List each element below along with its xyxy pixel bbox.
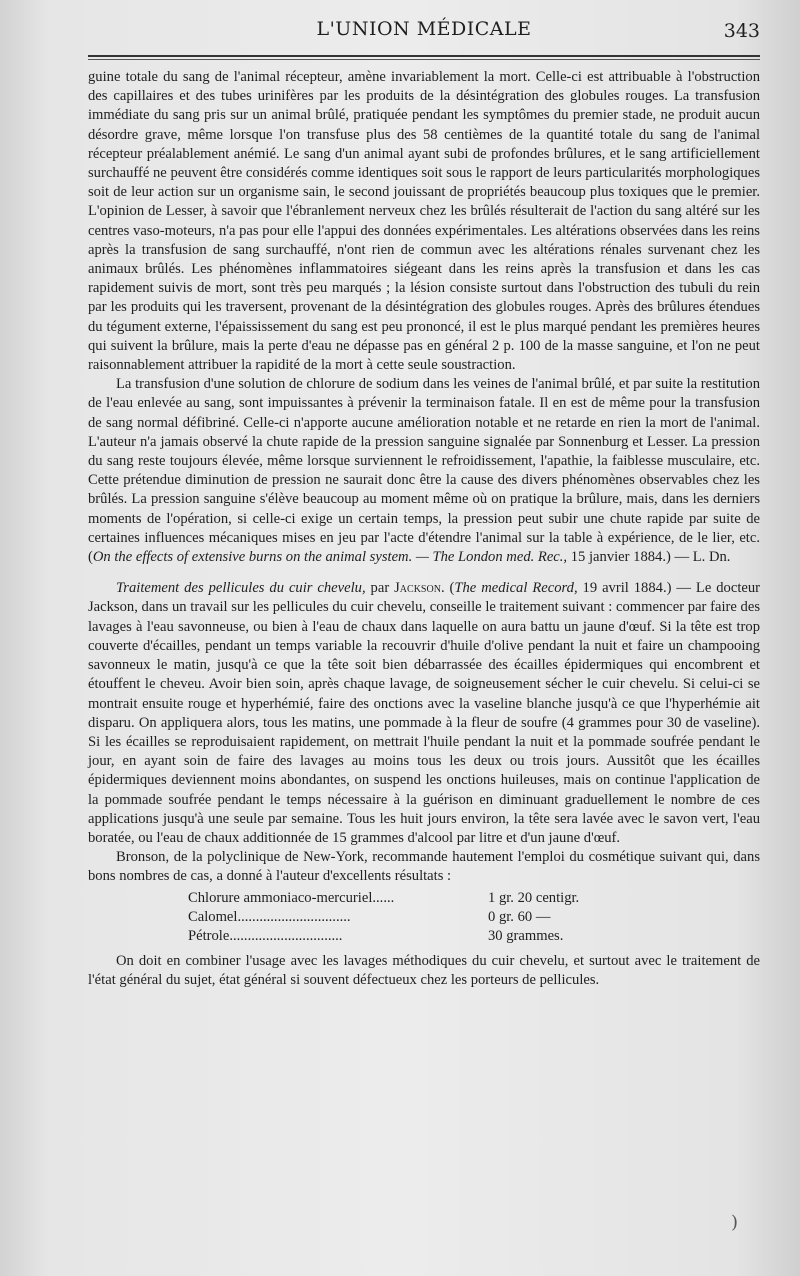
paragraph-dandruff-treatment (88, 579, 760, 848)
formula-row (188, 889, 648, 908)
ingredient-quantity: 0 gr. 60 — (488, 908, 551, 925)
header-rule-thin (88, 59, 760, 60)
ingredient-quantity: 1 gr. 20 centigr. (488, 889, 580, 906)
author-name: Jackson (394, 580, 441, 597)
formula-row (188, 908, 648, 927)
paragraph-transfusion (88, 375, 760, 567)
header-rule (88, 55, 760, 57)
paragraph-text: — Le docteur Jackson, dans un travail sur les pellicules du cuir chevelu, conseille le traitement suivant : commencer par faire des lavages à l'eau savonneuse, ou bien à l'eau de chaux dans laquelle on aura battu un jaune d'œuf. Si la tête est trop couverte d'écailles, pendant un temps variable la recouvrir d'huile d'olive pendant la nuit et faire un champooing savonneux le matin, jusqu'à ce que la tête soit bien débarrassée des écailles épidermiques qui encombrent et étouffent le cheveu. Avoir bien soin, après chaque lavage, de soigneusement sécher le cuir chevelu. Si celui-ci se montrait ensuite rouge et hyperhémié, faire des onctions avec la vaseline blanche jusqu'à ce que l'hyperhémie ait disparu. On appliquera alors, tous les matins, une pommade à la fleur de soufre (4 grammes pour 30 de vaseline). Si les écailles se reproduisaient rapidement, on mettrait l'huile pendant la nuit et la pommade soufrée pendant le jour, en ayant soin de faire des lavages au moins tous les deux ou trois jours. Aussitôt que les écailles épidermiques deviennent moins abondantes, on suspend les onctions huileuses, mais on continue l'application de la pommade soufrée pendant le temps nécessaire à la guérison en diminuant graduellement le nombre de ces applications jusqu'à une seule par semaine. Tous les huit jours environ, la tête sera lavée avec le savon vert, l'eau boratée, ou l'eau de chaux additionnée de 15 grammes d'alcool par litre et d'un jaune d'œuf. (88, 580, 761, 846)
text-by: par (365, 580, 395, 597)
citation-title: On the effects of extensive burns on the animal system. — The London med. Rec., (92, 549, 568, 566)
citation-date-signature: 15 janvier 1884.) — L. Dn. (567, 549, 731, 566)
ingredient-name: Pétrole............................... (188, 927, 343, 944)
formula-row (188, 927, 648, 946)
journal-title: L'UNION MÉDICALE (316, 18, 532, 40)
source-date: 19 avril 1884.) (577, 580, 672, 597)
section-title: Traitement des pellicules du cuir chevelu, (116, 580, 366, 597)
ingredient-name: Calomel............................... (188, 908, 351, 925)
prescription-formula (188, 889, 648, 947)
paragraph-burns-continued: guine totale du sang de l'animal récepteur, amène invariablement la mort. Celle-ci est attribuable à l'obstruction des capillaires et des tubes urinifères par les produits de la désintégration des globules rouges. La transfusion immédiate du sang pris sur un animal brûlé, pratiquée pendant les symptômes du premier stade, ne produit aucun désordre grave, même lorsque l'on transfuse plus des 58 centièmes de la quantité totale du sang de l'animal récepteur préalablement anémié. Le sang d'un animal ayant subi de profondes brûlures, et le sang artificiellement surchauffé ne peuvent être considérés comme identiques soit sous le rapport de leurs particularités morphologiques soit de leur action sur un organisme sain, le second jouissant de propriétés beaucoup plus toxiques que le premier. L'opinion de Lesser, à savoir que l'ébranlement nerveux chez les brûlés résulterait de l'action du sang altéré sur les centres vaso-moteurs, n'a pas pour elle l'appui des données expérimentales. Les altérations observées dans les reins après la transfusion de sang surchauffé, n'ont rien de commun avec les altérations rénales survenant chez les animaux brûlés. Les phénomènes inflammatoires siégeant dans les reins après la transfusion et dans les cas rapidement suivis de mort, sont très peu marqués ; la lésion consiste surtout dans l'obstruction des tubuli du rein par les produits qui les traversent, provenant de la désintégration des globules rouges. Après des brûlures étendues du tégument externe, l'épaississement du sang est peu prononcé, il est le plus marqué pendant les premières heures qui suivent la brûlure, mais la perte d'eau ne dépasse pas en général 2 p. 100 de la masse sanguine, et l'on ne peut raisonnablement attribuer la rapidité de la mort à cette seule soustraction. (88, 69, 760, 374)
article-body (88, 68, 760, 991)
ingredient-quantity: 30 grammes. (488, 927, 564, 944)
running-header (88, 18, 760, 48)
paragraph-text: La transfusion d'une solution de chlorure de sodium dans les veines de l'animal brûlé, et par suite la restitution de l'eau enlevée au sang, sont impuissantes à prévenir la terminaison fatale. Il en est de même pour la transfusion de sang normal défibriné. Celle-ci n'apporte aucune amélioration notable et ne retarde en rien la mort de l'animal. L'auteur n'a jamais observé la chute rapide de la pression sanguine signalée par Sonnenburg et Lesser. La pression du sang reste toujours élevée, même lorsque surviennent le refroidissement, l'apathie, la faiblesse musculaire, etc. Cette prétendue diminution de pression ne saurait donc être la cause des divers phénomènes observables chez les brûlés. La pression sanguine s'élève beaucoup au moment même où on pratique la brûlure, mais, dans les derniers moments de l'opération, si celle-ci exige un certain temps, la pression peut subir une chute rapide par suite de certaines influences mécaniques mises en jeu par l'acte d'étendre l'animal sur la table à expérience, de le lier, etc. ( (88, 376, 760, 566)
paragraph-bronson: Bronson, de la polyclinique de New-York, recommande hautement l'emploi du cosmétique suivant qui, dans bons nombres de cas, a donné à l'auteur d'excellents résultats : (88, 849, 760, 885)
paragraph-conclusion: On doit en combiner l'usage avec les lavages méthodiques du cuir chevelu, et surtout avec le traitement de l'état général du sujet, état général si souvent défectueux chez les porteurs de pellicules. (88, 953, 760, 989)
ingredient-name: Chlorure ammoniaco-mercuriel...... (188, 889, 395, 906)
page-number: 343 (723, 20, 760, 42)
footer-mark: ) (730, 1212, 738, 1233)
section-spacer (88, 567, 760, 579)
source-journal: The medical Record, (454, 580, 578, 597)
text-source-open: . ( (440, 580, 455, 597)
